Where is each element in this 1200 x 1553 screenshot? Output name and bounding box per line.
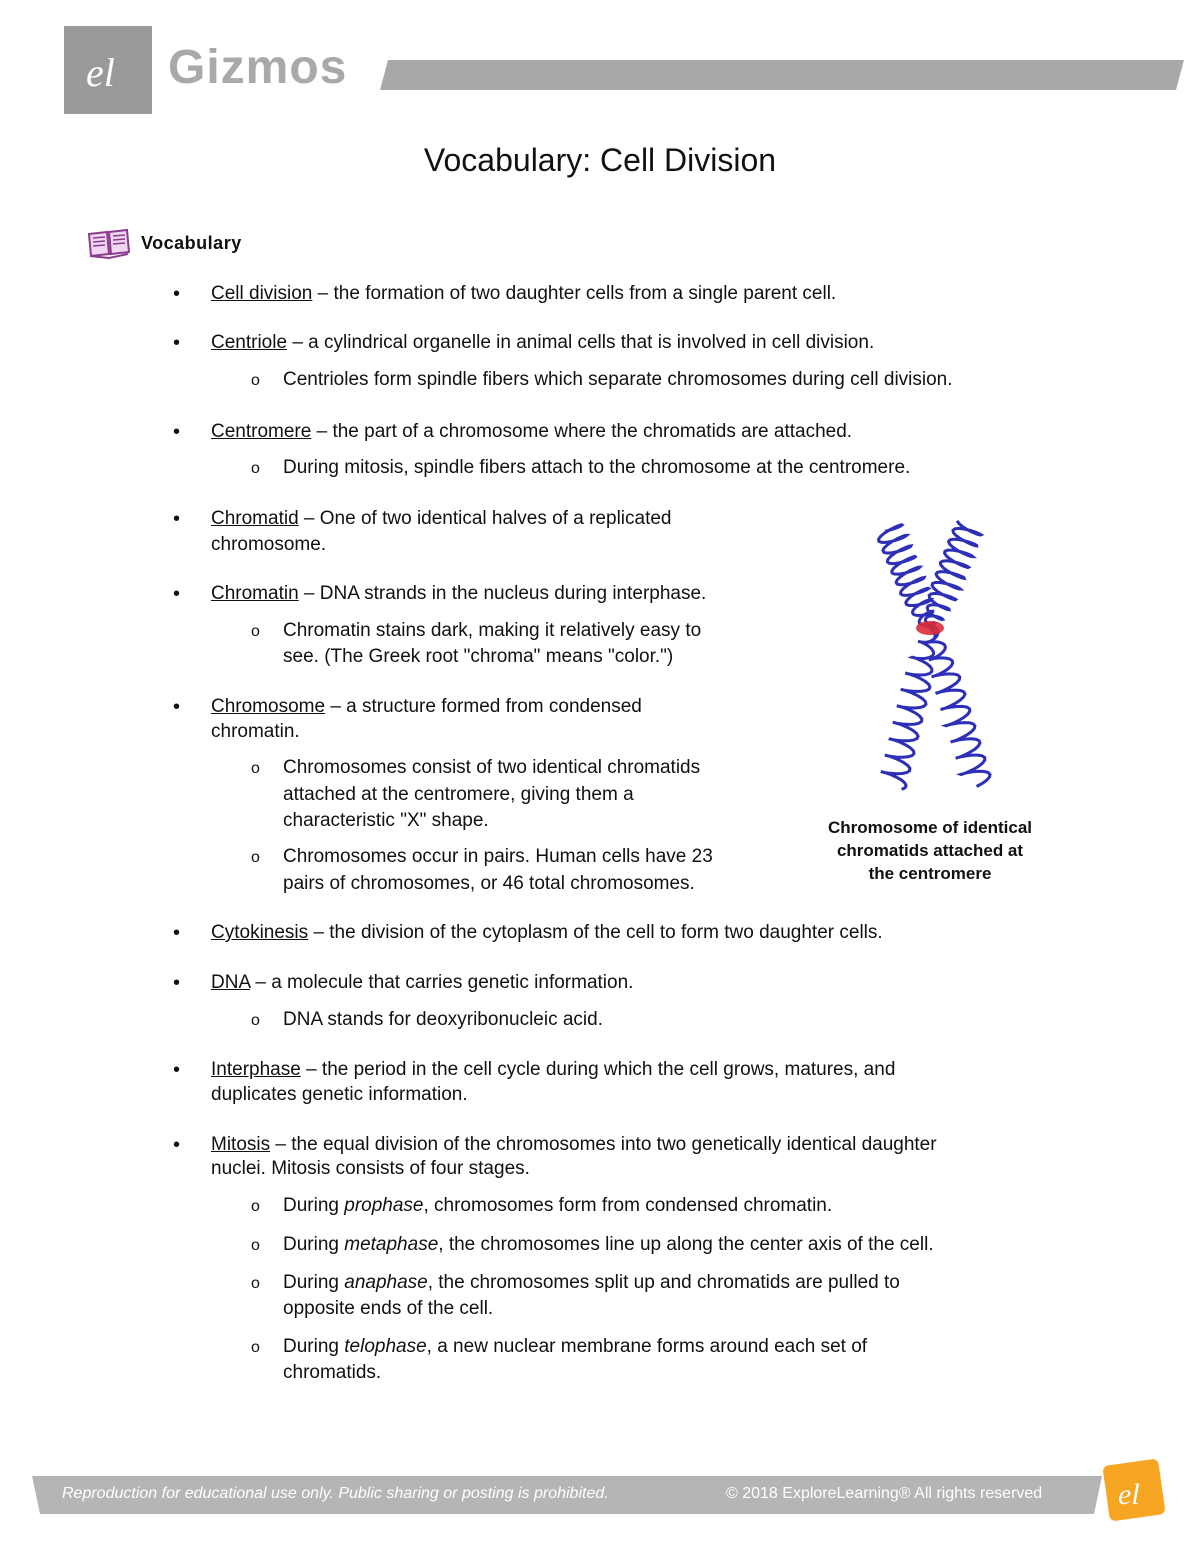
header-bar <box>380 60 1184 90</box>
stage-name: anaphase <box>344 1272 428 1293</box>
sub-bullet-icon: o <box>251 1275 260 1292</box>
definition: – the period in the cell cycle during which the cell grows, matures, and <box>300 1059 896 1080</box>
list-item <box>211 330 874 356</box>
sub-item: Centrioles form spindle fibers which separate chromosomes during cell division. <box>283 369 953 390</box>
bullet-icon: • <box>173 1059 181 1081</box>
stage-text: , chromosomes form from condensed chromatin. <box>423 1195 833 1216</box>
list-item <box>211 1057 895 1083</box>
sub-item-continued: opposite ends of the cell. <box>283 1298 494 1319</box>
sub-item: Chromatin stains dark, making it relatively easy to <box>283 620 702 641</box>
section-label: Vocabulary <box>141 233 242 253</box>
term: Centriole <box>211 332 288 353</box>
chromatid-arm <box>926 625 990 786</box>
list-item <box>211 281 836 307</box>
definition: – One of two identical halves of a replicated <box>298 508 672 529</box>
bullet-icon: • <box>173 1134 181 1156</box>
bullet-icon: • <box>173 332 181 354</box>
list-item <box>211 419 852 445</box>
definition-continued: nuclei. Mitosis consists of four stages. <box>211 1158 530 1179</box>
term: Chromatid <box>211 508 299 529</box>
stage-name: metaphase <box>344 1234 439 1255</box>
chromatid-arm <box>925 521 981 630</box>
footer-notice: Reproduction for educational use only. Public sharing or posting is prohibited. <box>62 1485 609 1502</box>
sub-item: During mitosis, spindle fibers attach to the chromosome at the centromere. <box>283 457 911 478</box>
definition-continued: chromatin. <box>211 721 300 742</box>
bullet-icon: • <box>173 508 181 530</box>
term: Cell division <box>211 283 313 304</box>
sub-bullet-icon: o <box>251 372 260 389</box>
sub-item: Chromosomes occur in pairs. Human cells have 23 <box>283 846 713 867</box>
definition-continued: duplicates genetic information. <box>211 1084 468 1105</box>
term: Chromatin <box>211 583 299 604</box>
definition: – DNA strands in the nucleus during interphase. <box>298 583 707 604</box>
sub-bullet-icon: o <box>251 1198 260 1215</box>
list-item <box>211 920 883 946</box>
centromere-mark <box>916 621 944 635</box>
sub-bullet-icon: o <box>251 460 260 477</box>
definition: – the formation of two daughter cells from a single parent cell. <box>312 283 837 304</box>
definition: – a molecule that carries genetic information. <box>250 972 634 993</box>
stage-name: telophase <box>344 1336 427 1357</box>
term: Chromosome <box>211 696 326 717</box>
sub-item-telophase <box>283 1334 867 1360</box>
sub-bullet-icon: o <box>251 1339 260 1356</box>
list-item <box>211 970 633 996</box>
footer-copyright: © 2018 ExploreLearning® All rights reserved <box>726 1485 1043 1502</box>
definition: – the part of a chromosome where the chromatids are attached. <box>311 421 853 442</box>
stage-text: , a new nuclear membrane forms around each set of <box>426 1336 868 1357</box>
sub-item-metaphase <box>283 1232 934 1258</box>
stage-prefix: During <box>283 1195 345 1216</box>
sub-bullet-icon: o <box>251 1237 260 1254</box>
list-item <box>211 506 672 532</box>
footer-logo-text: el <box>1118 1478 1140 1511</box>
sub-item-anaphase <box>283 1270 900 1296</box>
sub-item: Chromosomes consist of two identical chromatids <box>283 757 701 778</box>
bullet-icon: • <box>173 696 181 718</box>
term: Cytokinesis <box>211 922 309 943</box>
sub-item-continued: pairs of chromosomes, or 46 total chromosomes. <box>283 873 695 894</box>
stage-name: prophase <box>344 1195 424 1216</box>
explorelearning-logo <box>1098 1454 1170 1526</box>
definition: – a structure formed from condensed <box>325 696 642 717</box>
logo-text: el <box>86 50 115 95</box>
sub-item-prophase <box>283 1193 832 1219</box>
term: Interphase <box>211 1059 301 1080</box>
definition: – the equal division of the chromosomes into two genetically identical daughter <box>270 1134 937 1155</box>
list-item <box>211 694 642 720</box>
chromosome-illustration <box>860 515 1010 795</box>
figure-caption <box>800 816 1060 885</box>
stage-text: , the chromosomes line up along the center axis of the cell. <box>438 1234 934 1255</box>
definition: – the division of the cytoplasm of the cell to form two daughter cells. <box>308 922 883 943</box>
sub-item-continued: see. (The Greek root "chroma" means "color.") <box>283 646 674 667</box>
sub-bullet-icon: o <box>251 1012 260 1029</box>
caption-line: Chromosome of identical <box>827 818 1033 837</box>
definition-continued: chromosome. <box>211 534 327 555</box>
caption-line: the centromere <box>868 864 992 883</box>
bullet-icon: • <box>173 972 181 994</box>
page-title: Vocabulary: Cell Division <box>423 142 777 178</box>
sub-item: DNA stands for deoxyribonucleic acid. <box>283 1009 603 1030</box>
gizmos-logo <box>64 26 152 114</box>
brand-name: Gizmos <box>168 41 348 94</box>
caption-line: chromatids attached at <box>836 841 1024 860</box>
sub-bullet-icon: o <box>251 760 260 777</box>
list-item <box>211 581 706 607</box>
bullet-icon: • <box>173 421 181 443</box>
stage-text: , the chromosomes split up and chromatids are pulled to <box>427 1272 900 1293</box>
bullet-icon: • <box>173 283 181 305</box>
stage-prefix: During <box>283 1234 345 1255</box>
chromatid-arm <box>881 626 935 790</box>
term: DNA <box>211 972 251 993</box>
stage-prefix: During <box>283 1272 345 1293</box>
stage-prefix: During <box>283 1336 345 1357</box>
bullet-icon: • <box>173 922 181 944</box>
list-item <box>211 1132 937 1158</box>
sub-bullet-icon: o <box>251 849 260 866</box>
definition: – a cylindrical organelle in animal cells that is involved in cell division. <box>287 332 875 353</box>
sub-item-continued: attached at the centromere, giving them a <box>283 784 634 805</box>
sub-item-continued: chromatids. <box>283 1362 382 1383</box>
sub-item-continued: characteristic "X" shape. <box>283 810 489 831</box>
term: Mitosis <box>211 1134 271 1155</box>
bullet-icon: • <box>173 583 181 605</box>
book-icon <box>86 228 132 260</box>
term: Centromere <box>211 421 312 442</box>
sub-bullet-icon: o <box>251 623 260 640</box>
